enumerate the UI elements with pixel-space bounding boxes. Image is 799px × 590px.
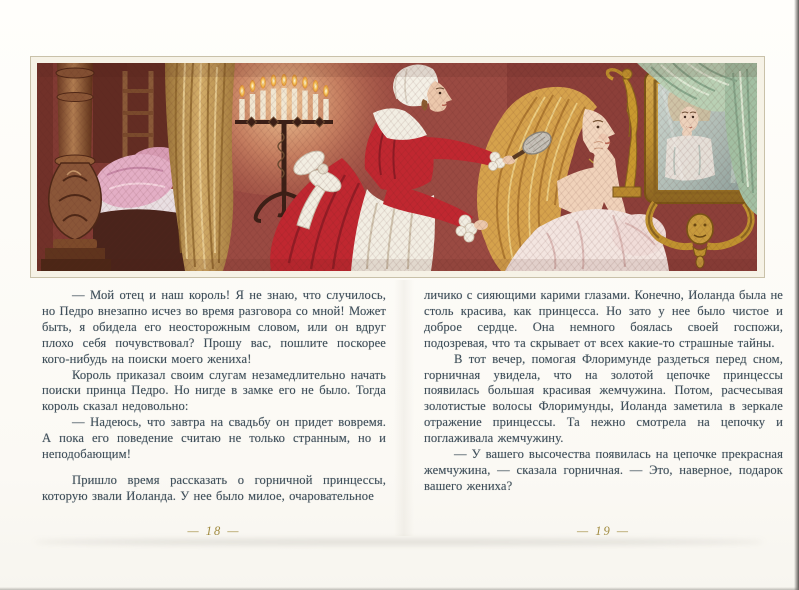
page-right-text [424, 288, 783, 495]
paragraph: В тот вечер, помогая Флоримунде раздеться перед сном, горничная увидела, что на золотой цепочке принцессы появилась большая красивая жемчужина. Потом, расчесывая золотистые волосы Флоримунды, Иоланда заметила в зеркале отражение принцессы. Та нежно смотрела на цепочку и поглаживала жемчужину. [424, 351, 783, 446]
book-gutter-shadow [394, 280, 414, 536]
texture-overlay [37, 63, 757, 271]
paragraph: — У вашего высочества появилась на цепочке прекрасная жемчужина, — сказала горничная. — Это, наверное, подарок вашего жениха? [424, 447, 783, 493]
illustration-frame [30, 56, 765, 278]
paragraph: Пришло время рассказать о горничной принцессы, которую звали Иоланда. У нее было милое, очаровательное [42, 472, 386, 503]
page-number-left: — 18 — [187, 524, 241, 538]
page-bottom-shadow [34, 539, 764, 545]
photo-edge-right [794, 0, 799, 590]
paragraph: Король приказал своим слугам незамедлительно начать поиски принца Педро. Но нигде в замке его не было. Тогда король сказал недовольно: [42, 367, 386, 414]
page-number-right: — 19 — [577, 524, 630, 538]
paragraph: — Надеюсь, что завтра на свадьбу он придет вовремя. А пока его поведение считаю не только странным, но и неподобающим! [42, 415, 386, 462]
paragraph: личико с сияющими карими глазами. Конечно, Иоланда была не столь красива, как принцесса. Но зато у нее было чистое и доброе сердце. Она немного боялась своей госпожи, подозревая, что та скрывает от всех какие-то страшные тайны. [424, 288, 783, 350]
illustration [37, 63, 757, 271]
page-left-text [42, 288, 386, 505]
paragraph: — Мой отец и наш король! Я не знаю, что случилось, но Педро внезапно исчез во время разговора со мной! Может быть, я обидела его неосторожным словом, или он вдруг плохо себя почувствовал? Прошу вас, пошлите поскорее кого-нибудь на поиски моего жениха! [42, 288, 386, 366]
